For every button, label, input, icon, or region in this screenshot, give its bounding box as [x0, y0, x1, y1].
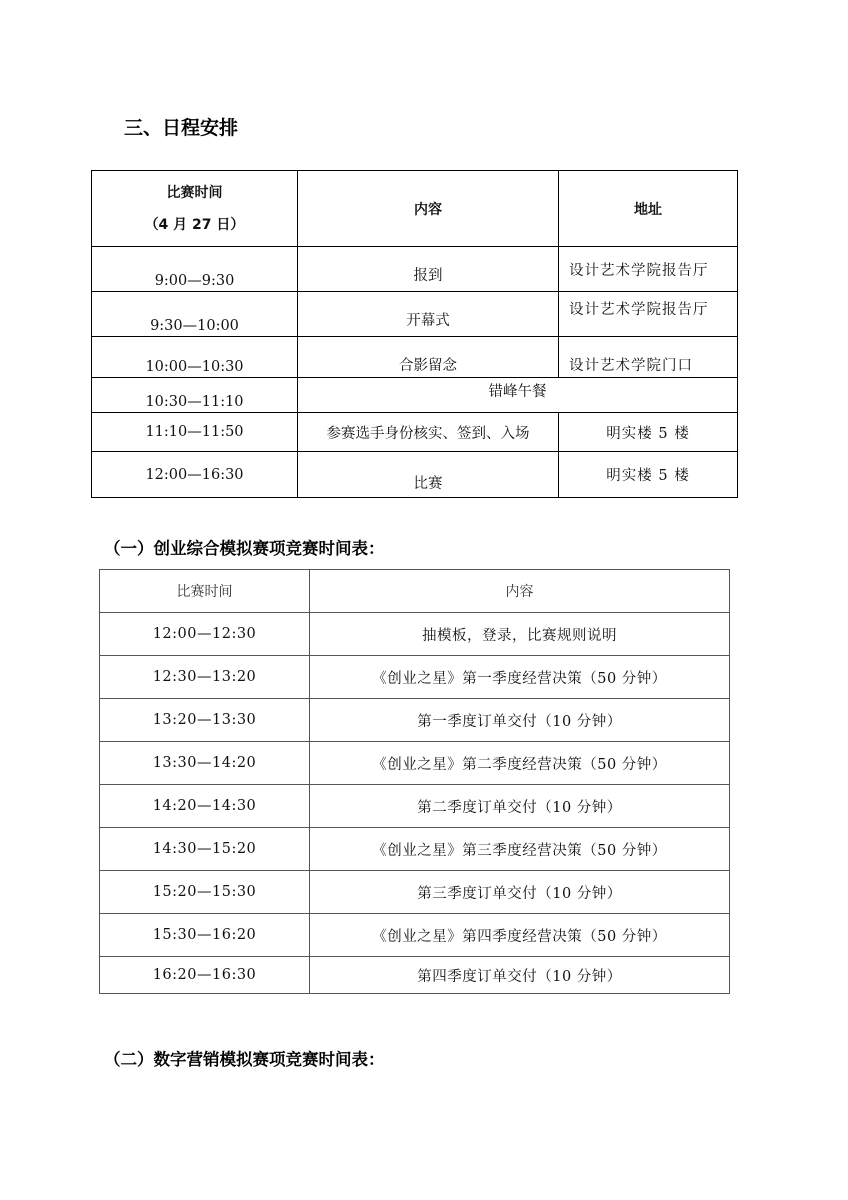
- table-row: [100, 742, 730, 785]
- row-time: 10:30—11:10: [92, 378, 298, 413]
- section-title: 三、日程安排: [124, 117, 239, 139]
- row-time: 15:30—16:20: [100, 914, 310, 957]
- row-time: 9:30—10:00: [92, 292, 298, 337]
- row-time: 12:00—16:30: [92, 452, 298, 498]
- row-address: 设计艺术学院报告厅: [559, 247, 738, 292]
- row-address: 设计艺术学院门口: [559, 337, 738, 378]
- sim-schedule-table: [99, 569, 730, 994]
- row-content: 合影留念: [298, 337, 559, 378]
- table-header-row: [100, 570, 730, 613]
- row-time: 13:30—14:20: [100, 742, 310, 785]
- row-content: 《创业之星》第一季度经营决策（50 分钟）: [310, 656, 730, 699]
- subsection-title-1: （一）创业综合模拟赛项竞赛时间表：: [104, 539, 385, 558]
- row-content: 第四季度订单交付（10 分钟）: [310, 957, 730, 994]
- row-content: 报到: [298, 247, 559, 292]
- row-content: 第三季度订单交付（10 分钟）: [310, 871, 730, 914]
- row-content: 《创业之星》第三季度经营决策（50 分钟）: [310, 828, 730, 871]
- row-content: 《创业之星》第四季度经营决策（50 分钟）: [310, 914, 730, 957]
- row-content: 第二季度订单交付（10 分钟）: [310, 785, 730, 828]
- row-content-merged: 错峰午餐: [298, 378, 738, 413]
- row-time: 14:30—15:20: [100, 828, 310, 871]
- table-row: [100, 613, 730, 656]
- header-time: [92, 171, 298, 247]
- header-time-line2: （4 月 27 日）: [144, 216, 245, 233]
- header-content: 内容: [310, 570, 730, 613]
- table-row: [100, 871, 730, 914]
- table-row: [100, 656, 730, 699]
- row-content: 抽模板，登录，比赛规则说明: [310, 613, 730, 656]
- row-time: 14:20—14:30: [100, 785, 310, 828]
- table-row: [100, 957, 730, 994]
- row-content: 第一季度订单交付（10 分钟）: [310, 699, 730, 742]
- table-row: [92, 413, 738, 452]
- row-address: 设计艺术学院报告厅: [559, 292, 738, 337]
- row-time: 12:00—12:30: [100, 613, 310, 656]
- table-header-row: [92, 171, 738, 247]
- header-address: 地址: [559, 171, 738, 247]
- table-row: [92, 452, 738, 498]
- header-content: 内容: [298, 171, 559, 247]
- row-content: 开幕式: [298, 292, 559, 337]
- row-time: 9:00—9:30: [92, 247, 298, 292]
- header-time-line1: 比赛时间: [166, 184, 223, 201]
- row-time: 15:20—15:30: [100, 871, 310, 914]
- subsection-title-2: （二）数字营销模拟赛项竞赛时间表：: [104, 1050, 385, 1069]
- row-content: 《创业之星》第二季度经营决策（50 分钟）: [310, 742, 730, 785]
- row-time: 12:30—13:20: [100, 656, 310, 699]
- schedule-table: [91, 170, 738, 498]
- row-address: 明实楼 5 楼: [559, 452, 738, 498]
- table-row: [92, 337, 738, 378]
- row-content: 比赛: [298, 452, 559, 498]
- table-row: [100, 828, 730, 871]
- table-row: [92, 292, 738, 337]
- row-address: 明实楼 5 楼: [559, 413, 738, 452]
- row-time: 11:10—11:50: [92, 413, 298, 452]
- row-content: 参赛选手身份核实、签到、入场: [298, 413, 559, 452]
- row-time: 16:20—16:30: [100, 957, 310, 994]
- header-time: 比赛时间: [100, 570, 310, 613]
- table-row: [100, 914, 730, 957]
- table-row: [100, 699, 730, 742]
- table-row: [100, 785, 730, 828]
- row-time: 13:20—13:30: [100, 699, 310, 742]
- table-row: [92, 378, 738, 413]
- table-row: [92, 247, 738, 292]
- row-time: 10:00—10:30: [92, 337, 298, 378]
